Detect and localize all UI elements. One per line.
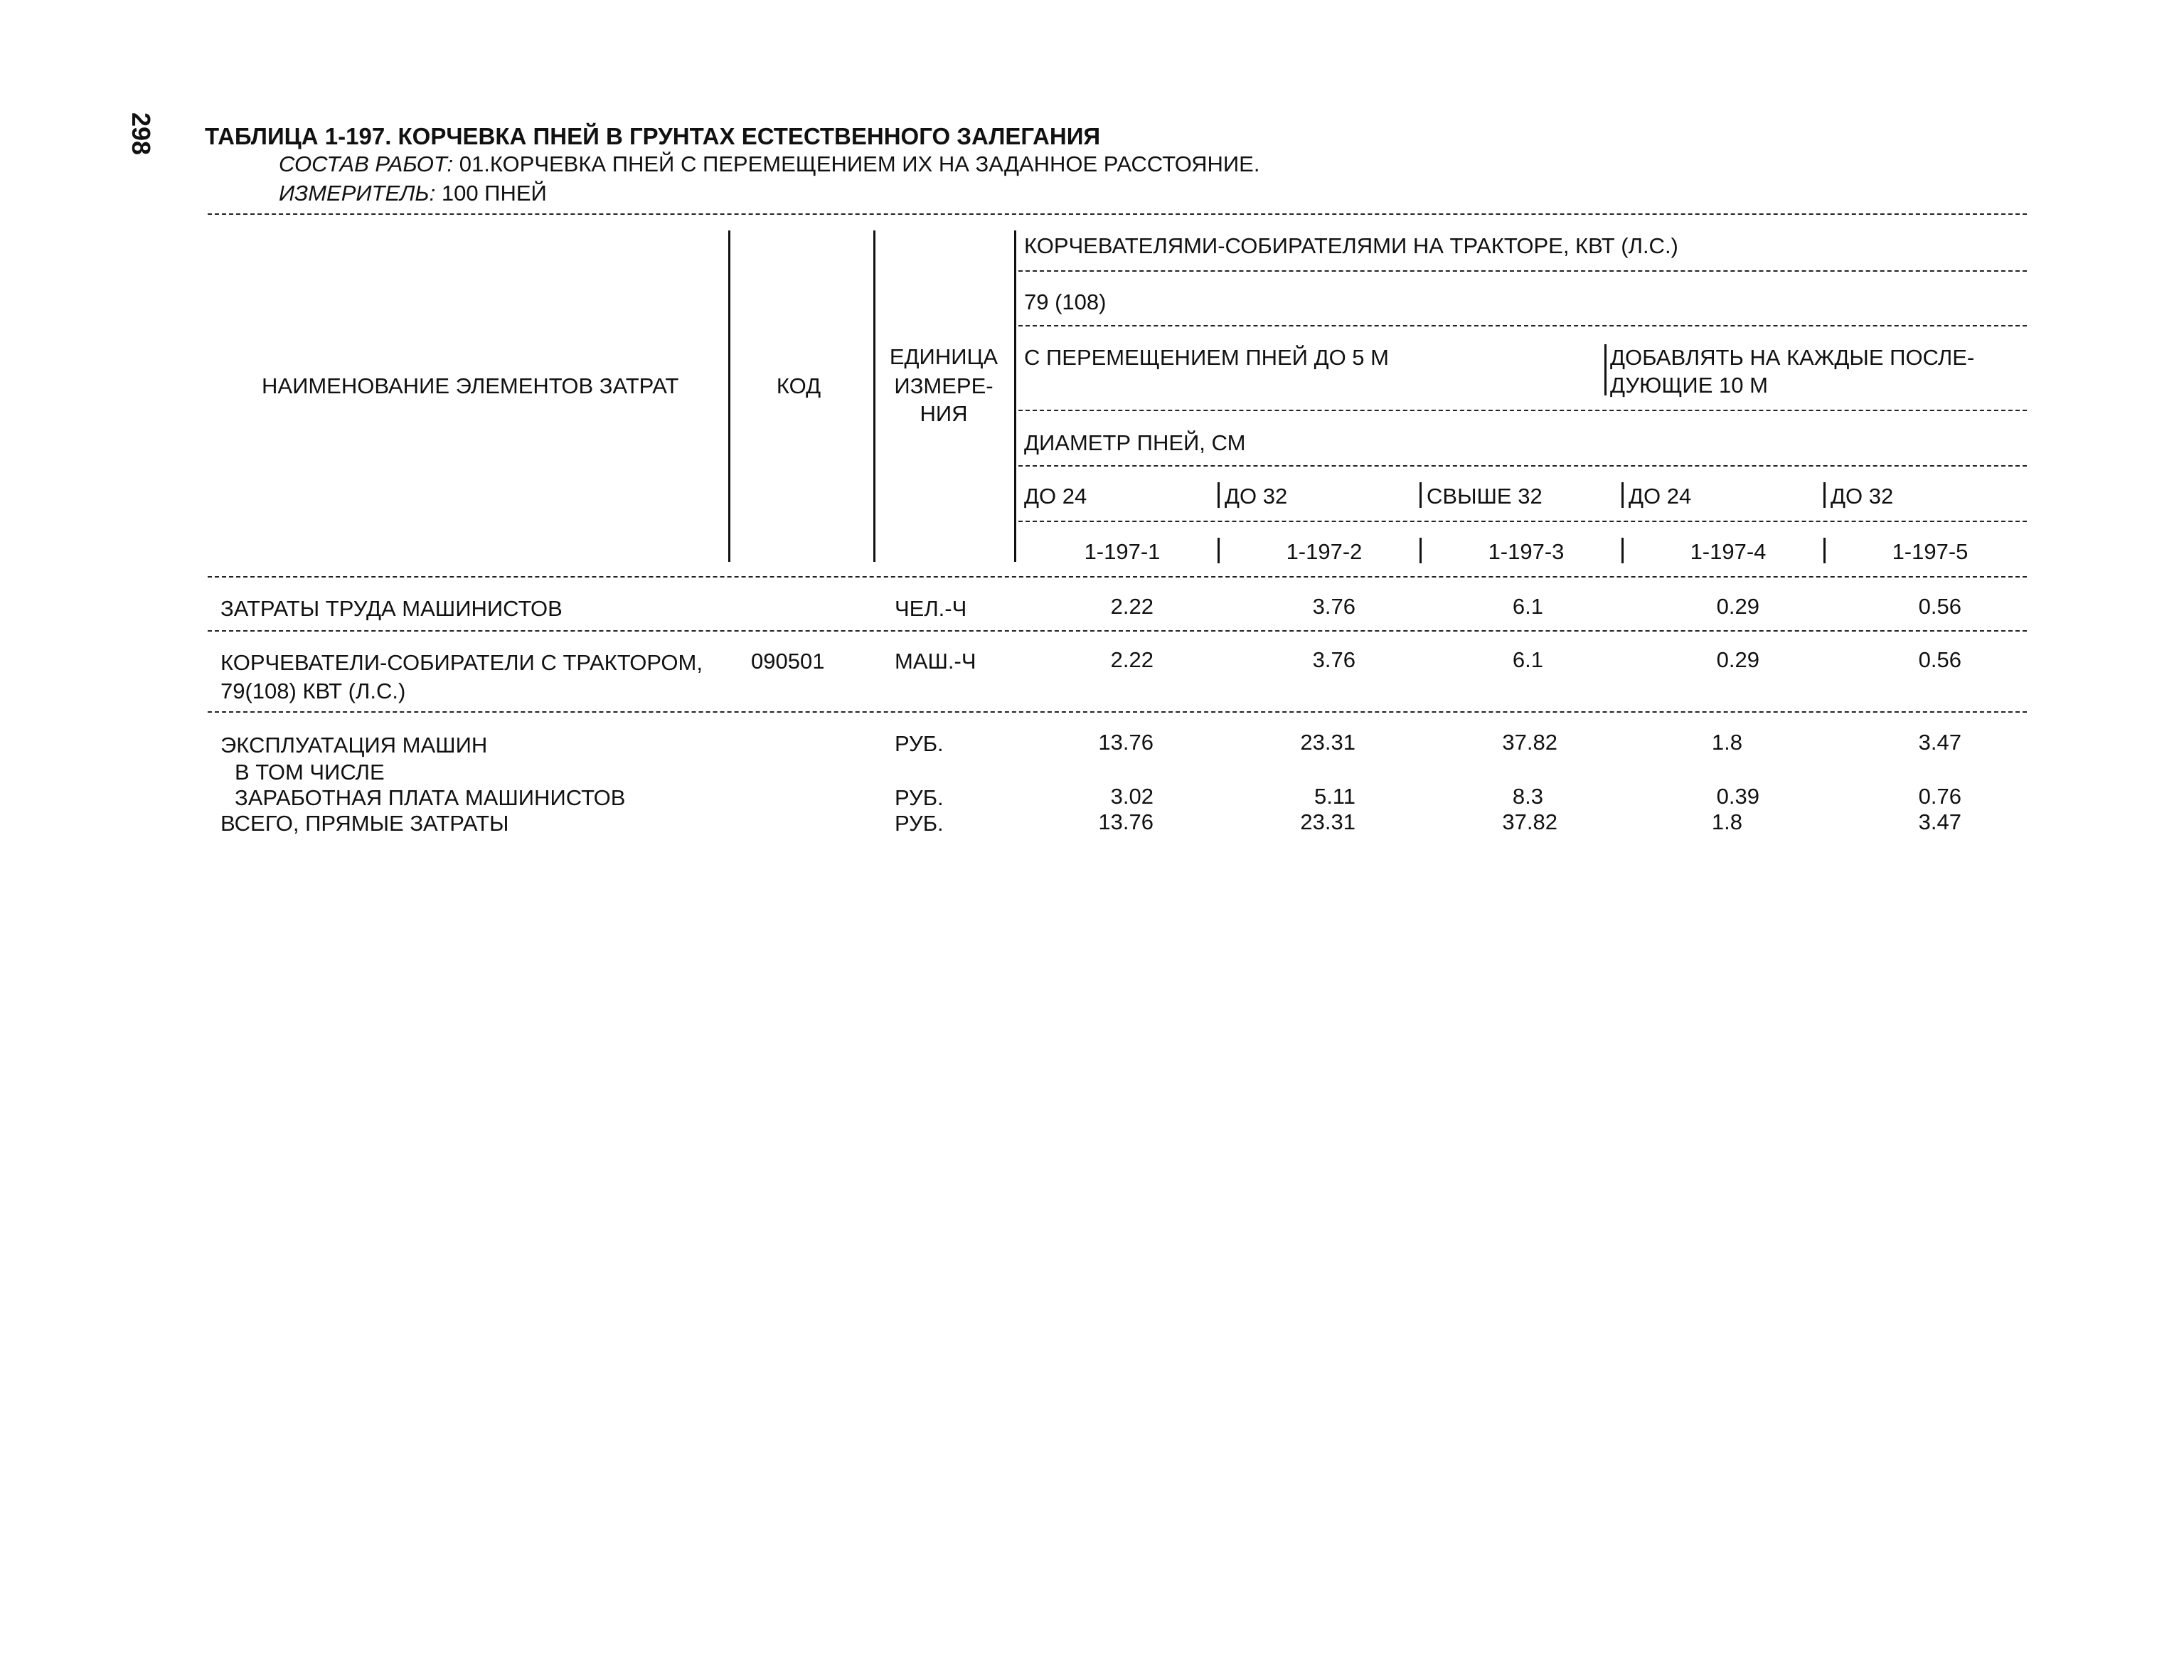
- column-divider: [1218, 482, 1220, 508]
- column-divider: [1419, 538, 1422, 563]
- row-code: 090501: [751, 649, 825, 674]
- header-name: НАИМЕНОВАНИЕ ЭЛЕМЕНТОВ ЗАТРАТ: [262, 373, 679, 398]
- row-value: 0.76: [1918, 784, 1961, 809]
- row-value: 13.76: [1098, 809, 1154, 834]
- column-divider: [873, 230, 875, 562]
- code-2: 1-197-2: [1286, 539, 1363, 564]
- column-divider: [728, 230, 730, 562]
- column-divider: [1621, 538, 1624, 563]
- work-composition: [279, 153, 1259, 175]
- header-unit-3: НИЯ: [920, 401, 968, 426]
- row-unit: РУБ.: [895, 731, 944, 756]
- row-value: 1.8: [1711, 730, 1742, 755]
- row-value: 0.29: [1716, 594, 1759, 619]
- meter-label: ИЗМЕРИТЕЛЬ:: [279, 181, 436, 206]
- row-name: ЗАРАБОТНАЯ ПЛАТА МАШИНИСТОВ: [235, 785, 626, 810]
- row-value: 3.76: [1312, 594, 1355, 619]
- row-rule: [208, 711, 2027, 713]
- code-3: 1-197-3: [1488, 539, 1565, 564]
- header-rule: [1018, 270, 2027, 272]
- header-rule: [1018, 325, 2027, 326]
- row-name: ЭКСПЛУАТАЦИЯ МАШИН: [220, 733, 488, 757]
- row-value: 3.47: [1918, 730, 1961, 755]
- column-divider: [1014, 230, 1016, 562]
- row-value: 3.02: [1110, 784, 1154, 809]
- header-add10-2: ДУЮЩИЕ 10 М: [1610, 373, 1768, 398]
- header-rule: [1018, 465, 2027, 467]
- diam-1: ДО 24: [1024, 484, 1087, 509]
- header-code: КОД: [776, 373, 821, 398]
- row-name-line2: 79(108) КВТ (Л.С.): [220, 679, 406, 703]
- header-bottom-rule: [208, 576, 2027, 578]
- row-value: 23.31: [1300, 809, 1355, 834]
- row-value: 2.22: [1110, 647, 1154, 672]
- row-value: 6.1: [1512, 594, 1543, 619]
- header-diameter: ДИАМЕТР ПНЕЙ, СМ: [1024, 430, 1246, 455]
- row-value: 13.76: [1098, 730, 1154, 755]
- header-power: 79 (108): [1024, 289, 1107, 314]
- row-name: ВСЕГО, ПРЯМЫЕ ЗАТРАТЫ: [220, 811, 509, 836]
- column-divider: [1823, 538, 1826, 563]
- diam-3: СВЫШЕ 32: [1427, 484, 1543, 509]
- row-value: 37.82: [1502, 730, 1557, 755]
- row-unit: ЧЕЛ.-Ч: [895, 596, 967, 621]
- row-name: В ТОМ ЧИСЛЕ: [235, 760, 385, 785]
- work-label: СОСТАВ РАБОТ:: [279, 151, 454, 176]
- page-number: 298: [127, 112, 156, 156]
- row-value: 37.82: [1502, 809, 1557, 834]
- row-name: ЗАТРАТЫ ТРУДА МАШИНИСТОВ: [220, 596, 563, 621]
- row-value: 1.8: [1711, 809, 1742, 834]
- column-divider: [1419, 482, 1422, 508]
- row-rule: [208, 630, 2027, 632]
- row-value: 6.1: [1512, 647, 1543, 672]
- code-1: 1-197-1: [1084, 539, 1161, 564]
- row-value: 2.22: [1110, 594, 1154, 619]
- work-text: 01.КОРЧЕВКА ПНЕЙ С ПЕРЕМЕЩЕНИЕМ ИХ НА ЗАДАННОЕ РАССТОЯНИЕ.: [459, 151, 1260, 176]
- row-unit: МАШ.-Ч: [895, 649, 976, 674]
- code-4: 1-197-4: [1690, 539, 1767, 564]
- row-value: 23.31: [1300, 730, 1355, 755]
- table-title: ТАБЛИЦА 1-197. КОРЧЕВКА ПНЕЙ В ГРУНТАХ ЕСТЕСТВЕННОГО ЗАЛЕГАНИЯ: [205, 123, 1101, 149]
- row-value: 3.47: [1918, 809, 1961, 834]
- row-value: 5.11: [1314, 784, 1355, 809]
- row-value: 0.39: [1716, 784, 1759, 809]
- table-top-rule: [208, 213, 2027, 215]
- column-divider: [1604, 344, 1607, 395]
- row-name: КОРЧЕВАТЕЛИ-СОБИРАТЕЛИ С ТРАКТОРОМ,: [220, 650, 703, 675]
- row-unit: РУБ.: [895, 811, 944, 836]
- column-divider: [1621, 482, 1624, 508]
- diam-4: ДО 24: [1629, 484, 1692, 509]
- row-value: 0.56: [1918, 594, 1961, 619]
- code-5: 1-197-5: [1892, 539, 1969, 564]
- diam-2: ДО 32: [1225, 484, 1288, 509]
- column-divider: [1218, 538, 1220, 563]
- header-rule: [1018, 410, 2027, 411]
- meter: [279, 182, 547, 204]
- header-unit-2: ИЗМЕРЕ-: [894, 373, 994, 398]
- header-group: КОРЧЕВАТЕЛЯМИ-СОБИРАТЕЛЯМИ НА ТРАКТОРЕ, КВТ (Л.С.): [1024, 233, 1678, 258]
- header-unit-1: ЕДИНИЦА: [889, 344, 998, 369]
- header-move5: С ПЕРЕМЕЩЕНИЕМ ПНЕЙ ДО 5 М: [1024, 345, 1389, 370]
- row-value: 0.29: [1716, 647, 1759, 672]
- row-value: 8.3: [1512, 784, 1543, 809]
- diam-5: ДО 32: [1831, 484, 1894, 509]
- meter-text: 100 ПНЕЙ: [441, 181, 547, 206]
- row-value: 0.56: [1918, 647, 1961, 672]
- row-unit: РУБ.: [895, 785, 944, 810]
- row-value: 3.76: [1312, 647, 1355, 672]
- header-add10-1: ДОБАВЛЯТЬ НА КАЖДЫЕ ПОСЛЕ-: [1610, 345, 1975, 370]
- header-rule: [1018, 521, 2027, 522]
- column-divider: [1823, 482, 1826, 508]
